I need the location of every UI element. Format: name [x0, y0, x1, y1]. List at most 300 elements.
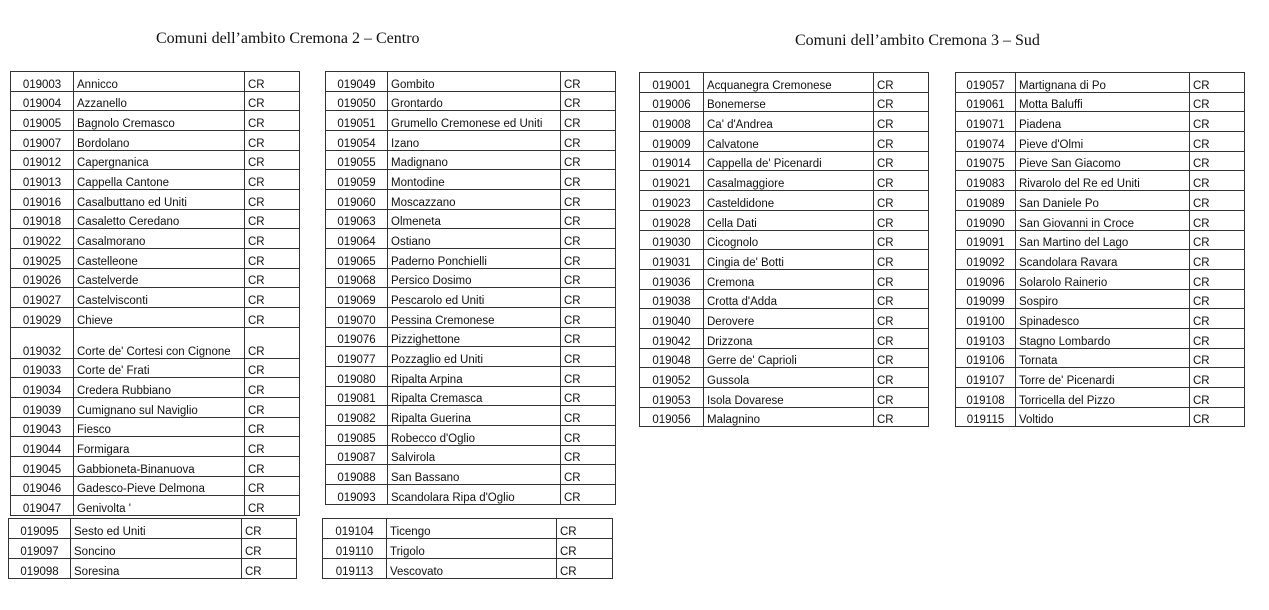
table-row: [956, 151, 1245, 171]
table-row: [326, 445, 616, 465]
province-cell: CR: [245, 229, 300, 249]
table-row: [640, 230, 929, 250]
province-cell: CR: [874, 289, 929, 309]
comune-name-cell: Ripalta Guerina: [388, 406, 561, 426]
comune-name-cell: Paderno Ponchielli: [388, 249, 561, 269]
table-row: [11, 457, 300, 477]
province-cell: CR: [245, 209, 300, 229]
comune-name-cell: Sospiro: [1016, 289, 1190, 309]
province-cell: CR: [874, 171, 929, 191]
comune-name-cell: Robecco d'Oglio: [388, 426, 561, 446]
province-cell: CR: [874, 151, 929, 171]
comune-name-cell: Ticengo: [387, 519, 557, 539]
table-row: [956, 210, 1245, 230]
province-cell: CR: [245, 131, 300, 151]
istat-code-cell: 019097: [9, 539, 71, 559]
comune-name-cell: Casteldidone: [704, 191, 874, 211]
province-cell: CR: [242, 539, 297, 559]
comune-name-cell: Rivarolo del Re ed Uniti: [1016, 171, 1190, 191]
province-cell: CR: [1190, 210, 1245, 230]
table-row: [326, 111, 616, 131]
istat-code-cell: 019063: [326, 209, 388, 229]
comune-name-cell: Grumello Cremonese ed Uniti: [388, 111, 561, 131]
istat-code-cell: 019082: [326, 406, 388, 426]
istat-code-cell: 019012: [11, 150, 74, 170]
province-cell: CR: [1190, 407, 1245, 427]
table-row: [326, 308, 616, 328]
istat-code-cell: 019110: [323, 539, 387, 559]
comune-name-cell: Tornata: [1016, 348, 1190, 368]
comune-name-cell: Azzanello: [74, 91, 245, 111]
province-cell: CR: [561, 150, 616, 170]
table-row: [326, 150, 616, 170]
comune-name-cell: Castelverde: [74, 268, 245, 288]
table-row: [11, 170, 300, 190]
table-row: [323, 559, 613, 579]
table-row: [11, 308, 300, 328]
comune-name-cell: Malagnino: [704, 407, 874, 427]
istat-code-cell: 019106: [956, 348, 1016, 368]
istat-code-cell: 019016: [11, 190, 74, 210]
province-cell: CR: [1190, 250, 1245, 270]
province-cell: CR: [242, 559, 297, 579]
province-cell: CR: [557, 519, 613, 539]
table-row: [326, 91, 616, 111]
table-row: [11, 398, 300, 418]
istat-code-cell: 019049: [326, 72, 388, 92]
province-cell: CR: [245, 398, 300, 418]
istat-code-cell: 019013: [11, 170, 74, 190]
table-row: [956, 407, 1245, 427]
comune-name-cell: Annicco: [74, 72, 245, 92]
province-cell: CR: [245, 327, 300, 358]
comune-name-cell: Piadena: [1016, 112, 1190, 132]
istat-code-cell: 019075: [956, 151, 1016, 171]
table-row: [640, 328, 929, 348]
province-cell: CR: [561, 190, 616, 210]
comune-name-cell: Bonemerse: [704, 92, 874, 112]
comuni-table-centro-1: [10, 71, 300, 516]
comune-name-cell: Drizzona: [704, 328, 874, 348]
table-row: [640, 132, 929, 152]
istat-code-cell: 019047: [11, 496, 74, 516]
province-cell: CR: [874, 210, 929, 230]
table-row: [11, 249, 300, 269]
province-cell: CR: [561, 288, 616, 308]
table-row: [326, 170, 616, 190]
istat-code-cell: 019093: [326, 485, 388, 505]
table-row: [11, 91, 300, 111]
istat-code-cell: 019018: [11, 209, 74, 229]
province-cell: CR: [561, 406, 616, 426]
province-cell: CR: [561, 308, 616, 328]
province-cell: CR: [245, 437, 300, 457]
comune-name-cell: Derovere: [704, 309, 874, 329]
province-cell: CR: [874, 73, 929, 93]
table-row: [326, 190, 616, 210]
province-cell: CR: [1190, 73, 1245, 93]
istat-code-cell: 019004: [11, 91, 74, 111]
province-cell: CR: [561, 209, 616, 229]
province-cell: CR: [245, 190, 300, 210]
comune-name-cell: Casalmaggiore: [704, 171, 874, 191]
istat-code-cell: 019006: [640, 92, 704, 112]
table-row: [956, 348, 1245, 368]
province-cell: CR: [874, 112, 929, 132]
table-row: [11, 496, 300, 516]
province-cell: CR: [874, 191, 929, 211]
comune-name-cell: Persico Dosimo: [388, 268, 561, 288]
comune-name-cell: Ripalta Arpina: [388, 367, 561, 387]
table-row: [640, 289, 929, 309]
istat-code-cell: 019014: [640, 151, 704, 171]
istat-code-cell: 019060: [326, 190, 388, 210]
istat-code-cell: 019083: [956, 171, 1016, 191]
comune-name-cell: Soncino: [71, 539, 242, 559]
comune-name-cell: Pieve d'Olmi: [1016, 132, 1190, 152]
istat-code-cell: 019008: [640, 112, 704, 132]
istat-code-cell: 019043: [11, 417, 74, 437]
comune-name-cell: Vescovato: [387, 559, 557, 579]
table-row: [640, 250, 929, 270]
comune-name-cell: Gadesco-Pieve Delmona: [74, 476, 245, 496]
province-cell: CR: [245, 308, 300, 328]
comune-name-cell: Sesto ed Uniti: [71, 519, 242, 539]
table-row: [9, 559, 297, 579]
istat-code-cell: 019001: [640, 73, 704, 93]
table-row: [956, 73, 1245, 93]
comuni-table-centro-4: [322, 518, 613, 579]
istat-code-cell: 019032: [11, 327, 74, 358]
province-cell: CR: [561, 72, 616, 92]
province-cell: CR: [1190, 269, 1245, 289]
istat-code-cell: 019052: [640, 368, 704, 388]
comune-name-cell: Cella Dati: [704, 210, 874, 230]
province-cell: CR: [1190, 171, 1245, 191]
province-cell: CR: [561, 131, 616, 151]
province-cell: CR: [1190, 309, 1245, 329]
istat-code-cell: 019021: [640, 171, 704, 191]
table-row: [956, 171, 1245, 191]
province-cell: CR: [245, 378, 300, 398]
table-row: [11, 209, 300, 229]
comune-name-cell: Isola Dovarese: [704, 388, 874, 408]
comune-name-cell: Gussola: [704, 368, 874, 388]
istat-code-cell: 019089: [956, 191, 1016, 211]
table-row: [11, 268, 300, 288]
province-cell: CR: [245, 457, 300, 477]
comune-name-cell: Torre de' Picenardi: [1016, 368, 1190, 388]
comune-name-cell: Calvatone: [704, 132, 874, 152]
comune-name-cell: Pescarolo ed Uniti: [388, 288, 561, 308]
comune-name-cell: Motta Baluffi: [1016, 92, 1190, 112]
comuni-table-centro-3: [8, 518, 297, 579]
table-row: [326, 249, 616, 269]
table-row: [956, 112, 1245, 132]
province-cell: CR: [245, 288, 300, 308]
table-row: [326, 485, 616, 505]
istat-code-cell: 019098: [9, 559, 71, 579]
comune-name-cell: Bordolano: [74, 131, 245, 151]
comune-name-cell: Acquanegra Cremonese: [704, 73, 874, 93]
province-cell: CR: [245, 496, 300, 516]
istat-code-cell: 019031: [640, 250, 704, 270]
comune-name-cell: Stagno Lombardo: [1016, 328, 1190, 348]
istat-code-cell: 019048: [640, 348, 704, 368]
comune-name-cell: Ripalta Cremasca: [388, 386, 561, 406]
province-cell: CR: [245, 72, 300, 92]
istat-code-cell: 019077: [326, 347, 388, 367]
istat-code-cell: 019029: [11, 308, 74, 328]
comune-name-cell: Gombito: [388, 72, 561, 92]
istat-code-cell: 019107: [956, 368, 1016, 388]
province-cell: CR: [561, 367, 616, 387]
istat-code-cell: 019090: [956, 210, 1016, 230]
comune-name-cell: Grontardo: [388, 91, 561, 111]
table-row: [326, 327, 616, 347]
province-cell: CR: [561, 426, 616, 446]
table-row: [11, 131, 300, 151]
comune-name-cell: Izano: [388, 131, 561, 151]
table-row: [956, 191, 1245, 211]
comune-name-cell: Scandolara Ravara: [1016, 250, 1190, 270]
istat-code-cell: 019054: [326, 131, 388, 151]
istat-code-cell: 019069: [326, 288, 388, 308]
istat-code-cell: 019099: [956, 289, 1016, 309]
comune-name-cell: San Martino del Lago: [1016, 230, 1190, 250]
table-row: [326, 72, 616, 92]
table-row: [956, 250, 1245, 270]
province-cell: CR: [245, 358, 300, 378]
table-row: [956, 328, 1245, 348]
province-cell: CR: [245, 249, 300, 269]
province-cell: CR: [874, 230, 929, 250]
province-cell: CR: [242, 519, 297, 539]
comune-name-cell: Montodine: [388, 170, 561, 190]
table-row: [640, 210, 929, 230]
comune-name-cell: Credera Rubbiano: [74, 378, 245, 398]
table-row: [9, 519, 297, 539]
province-cell: CR: [1190, 388, 1245, 408]
table-row: [11, 437, 300, 457]
istat-code-cell: 019115: [956, 407, 1016, 427]
table-row: [326, 465, 616, 485]
comune-name-cell: Solarolo Rainerio: [1016, 269, 1190, 289]
comune-name-cell: Martignana di Po: [1016, 73, 1190, 93]
istat-code-cell: 019071: [956, 112, 1016, 132]
table-row: [323, 539, 613, 559]
comune-name-cell: Ca' d'Andrea: [704, 112, 874, 132]
province-cell: CR: [874, 348, 929, 368]
province-cell: CR: [557, 559, 613, 579]
comune-name-cell: Crotta d'Adda: [704, 289, 874, 309]
table-row: [323, 519, 613, 539]
province-cell: CR: [874, 368, 929, 388]
province-cell: CR: [1190, 132, 1245, 152]
istat-code-cell: 019059: [326, 170, 388, 190]
province-cell: CR: [561, 111, 616, 131]
istat-code-cell: 019096: [956, 269, 1016, 289]
istat-code-cell: 019113: [323, 559, 387, 579]
comune-name-cell: Chieve: [74, 308, 245, 328]
table-row: [11, 229, 300, 249]
comune-name-cell: Castelleone: [74, 249, 245, 269]
comuni-table-sud-2: [955, 72, 1245, 427]
comune-name-cell: Trigolo: [387, 539, 557, 559]
province-cell: CR: [874, 132, 929, 152]
istat-code-cell: 019030: [640, 230, 704, 250]
istat-code-cell: 019103: [956, 328, 1016, 348]
istat-code-cell: 019076: [326, 327, 388, 347]
istat-code-cell: 019027: [11, 288, 74, 308]
province-cell: CR: [561, 465, 616, 485]
province-cell: CR: [245, 417, 300, 437]
table-row: [956, 289, 1245, 309]
province-cell: CR: [561, 347, 616, 367]
province-cell: CR: [245, 476, 300, 496]
istat-code-cell: 019028: [640, 210, 704, 230]
istat-code-cell: 019036: [640, 269, 704, 289]
comune-name-cell: Pozzaglio ed Uniti: [388, 347, 561, 367]
province-cell: CR: [1190, 328, 1245, 348]
table-row: [640, 309, 929, 329]
comuni-table-sud-1: [639, 72, 929, 427]
istat-code-cell: 019040: [640, 309, 704, 329]
istat-code-cell: 019070: [326, 308, 388, 328]
istat-code-cell: 019044: [11, 437, 74, 457]
province-cell: CR: [561, 170, 616, 190]
comune-name-cell: Corte de' Frati: [74, 358, 245, 378]
istat-code-cell: 019068: [326, 268, 388, 288]
province-cell: CR: [245, 111, 300, 131]
province-cell: CR: [874, 250, 929, 270]
comune-name-cell: Casalmorano: [74, 229, 245, 249]
province-cell: CR: [245, 268, 300, 288]
comune-name-cell: Fiesco: [74, 417, 245, 437]
province-cell: CR: [561, 386, 616, 406]
province-cell: CR: [874, 388, 929, 408]
istat-code-cell: 019033: [11, 358, 74, 378]
istat-code-cell: 019088: [326, 465, 388, 485]
comune-name-cell: Olmeneta: [388, 209, 561, 229]
province-cell: CR: [1190, 92, 1245, 112]
table-row: [956, 368, 1245, 388]
table-row: [11, 288, 300, 308]
table-row: [640, 171, 929, 191]
comune-name-cell: Gabbioneta-Binanuova: [74, 457, 245, 477]
istat-code-cell: 019022: [11, 229, 74, 249]
province-cell: CR: [245, 150, 300, 170]
table-row: [11, 327, 300, 358]
province-cell: CR: [1190, 368, 1245, 388]
table-row: [956, 132, 1245, 152]
comune-name-cell: Gerre de' Caprioli: [704, 348, 874, 368]
comune-name-cell: Pieve San Giacomo: [1016, 151, 1190, 171]
province-cell: CR: [245, 91, 300, 111]
province-cell: CR: [561, 249, 616, 269]
comune-name-cell: Genivolta ': [74, 496, 245, 516]
province-cell: CR: [1190, 230, 1245, 250]
table-row: [326, 229, 616, 249]
province-cell: CR: [874, 328, 929, 348]
table-row: [640, 73, 929, 93]
istat-code-cell: 019095: [9, 519, 71, 539]
istat-code-cell: 019042: [640, 328, 704, 348]
istat-code-cell: 019087: [326, 445, 388, 465]
istat-code-cell: 019108: [956, 388, 1016, 408]
province-cell: CR: [1190, 289, 1245, 309]
province-cell: CR: [1190, 348, 1245, 368]
istat-code-cell: 019085: [326, 426, 388, 446]
province-cell: CR: [874, 407, 929, 427]
table-row: [640, 368, 929, 388]
province-cell: CR: [561, 327, 616, 347]
province-cell: CR: [874, 309, 929, 329]
comune-name-cell: Madignano: [388, 150, 561, 170]
table-row: [640, 269, 929, 289]
comune-name-cell: Bagnolo Cremasco: [74, 111, 245, 131]
istat-code-cell: 019034: [11, 378, 74, 398]
istat-code-cell: 019091: [956, 230, 1016, 250]
istat-code-cell: 019045: [11, 457, 74, 477]
istat-code-cell: 019051: [326, 111, 388, 131]
comune-name-cell: San Bassano: [388, 465, 561, 485]
table-row: [640, 112, 929, 132]
comune-name-cell: Castelvisconti: [74, 288, 245, 308]
table-row: [11, 150, 300, 170]
istat-code-cell: 019039: [11, 398, 74, 418]
table-row: [11, 358, 300, 378]
istat-code-cell: 019074: [956, 132, 1016, 152]
table-row: [11, 190, 300, 210]
istat-code-cell: 019038: [640, 289, 704, 309]
table-row: [640, 388, 929, 408]
province-cell: CR: [557, 539, 613, 559]
comuni-table-centro-2: [325, 71, 616, 505]
comune-name-cell: Voltido: [1016, 407, 1190, 427]
istat-code-cell: 019080: [326, 367, 388, 387]
table-row: [956, 269, 1245, 289]
province-cell: CR: [874, 92, 929, 112]
comune-name-cell: Spinadesco: [1016, 309, 1190, 329]
comune-name-cell: Cicognolo: [704, 230, 874, 250]
table-row: [326, 367, 616, 387]
istat-code-cell: 019057: [956, 73, 1016, 93]
comune-name-cell: Soresina: [71, 559, 242, 579]
istat-code-cell: 019005: [11, 111, 74, 131]
table-row: [640, 151, 929, 171]
istat-code-cell: 019056: [640, 407, 704, 427]
table-row: [956, 92, 1245, 112]
istat-code-cell: 019009: [640, 132, 704, 152]
province-cell: CR: [1190, 151, 1245, 171]
table-row: [956, 230, 1245, 250]
comune-name-cell: Casalbuttano ed Uniti: [74, 190, 245, 210]
table-row: [11, 111, 300, 131]
istat-code-cell: 019100: [956, 309, 1016, 329]
province-cell: CR: [561, 485, 616, 505]
comune-name-cell: Corte de' Cortesi con Cignone: [74, 327, 245, 358]
table-row: [11, 476, 300, 496]
istat-code-cell: 019053: [640, 388, 704, 408]
table-row: [326, 131, 616, 151]
comune-name-cell: Capergnanica: [74, 150, 245, 170]
istat-code-cell: 019104: [323, 519, 387, 539]
comune-name-cell: Cingia de' Botti: [704, 250, 874, 270]
section-title-centro: Comuni dell’ambito Cremona 2 – Centro: [156, 30, 420, 47]
table-row: [326, 288, 616, 308]
comune-name-cell: Ostiano: [388, 229, 561, 249]
